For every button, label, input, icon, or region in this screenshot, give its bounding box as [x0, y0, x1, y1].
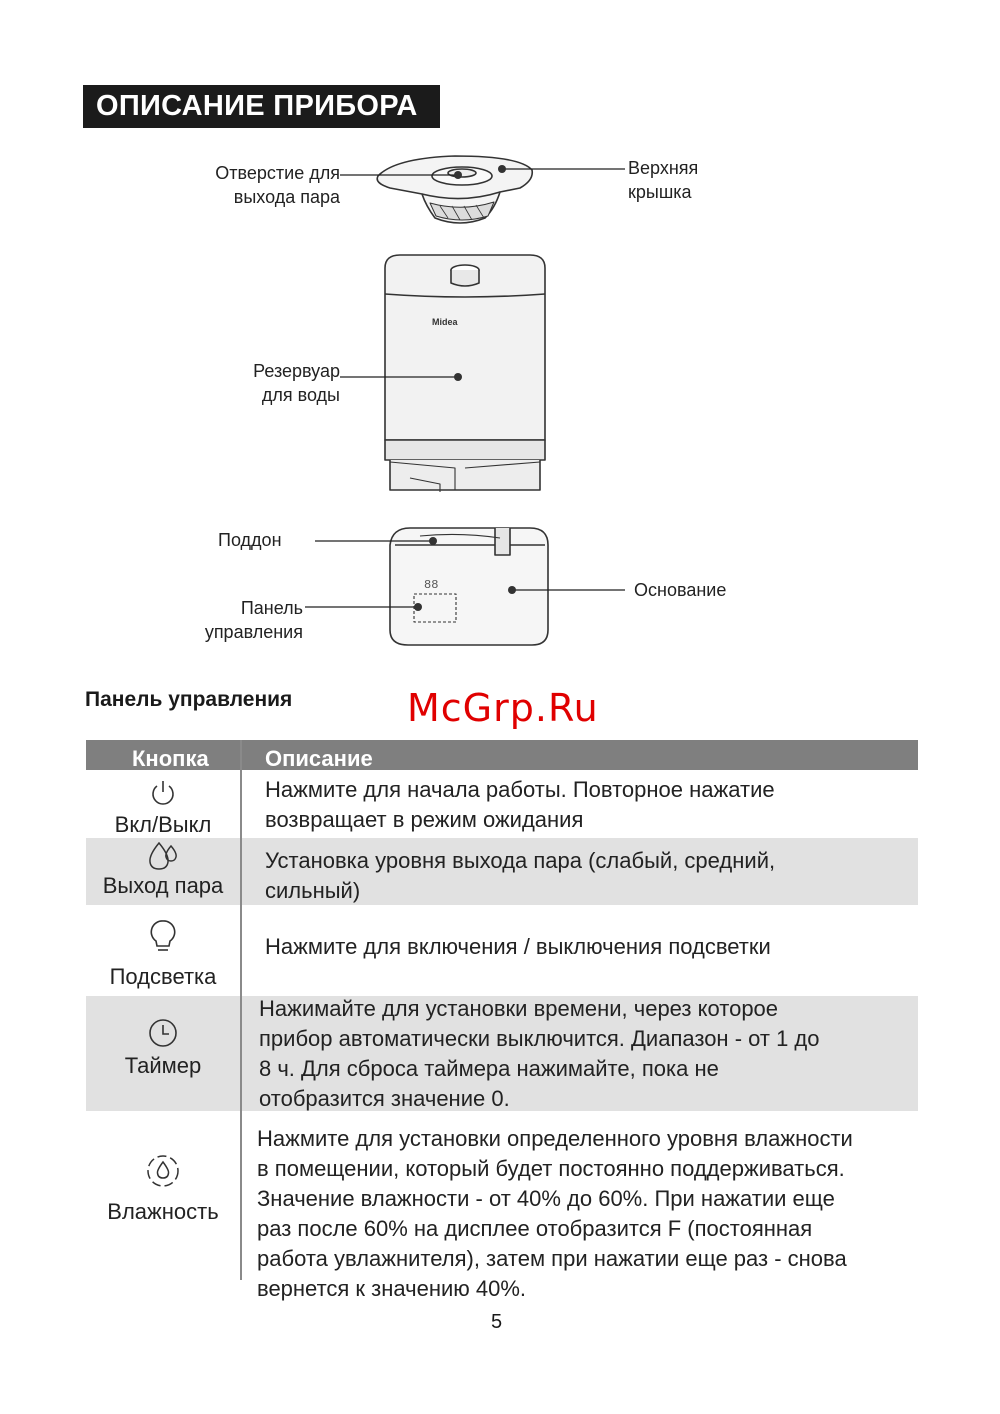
top-cover-illustration: [377, 156, 532, 223]
button-name: Влажность: [107, 1199, 219, 1224]
mist-drops-icon: [145, 840, 181, 872]
table-row-timer: [86, 1017, 240, 1079]
table-row-power: [86, 778, 240, 838]
table-row-mist: [86, 840, 240, 899]
light-bulb-icon: [147, 918, 179, 954]
humidifier-exploded-diagram: [0, 0, 1000, 680]
row-description: Нажмите для включения / выключения подсветки: [265, 934, 771, 959]
row-description: Нажмите для начала работы. Повторное нажатие возвращает в режим ожидания: [265, 777, 775, 832]
humidity-drop-icon: [145, 1153, 181, 1189]
button-name: Вкл/Выкл: [114, 812, 212, 837]
row-description: Нажмите для установки определенного уровня влажности в помещении, который будет постоянно поддерживаться. Значение влажности - от 40% до 60%. При нажатии еще раз после 60% на дисплее отобразится F (постоянная работа увлажнителя), затем при нажатии еще раз - снова вернется к значению 40%.: [257, 1126, 853, 1301]
header-description: Описание: [265, 746, 373, 771]
display-digits: 88: [424, 578, 439, 592]
label-control-panel: Панель управления: [204, 598, 303, 642]
label-steam-outlet: Отверстие для выхода пара: [215, 163, 340, 207]
row-description: Нажимайте для установки времени, через которое прибор автоматически выключится. Диапазон - от 1 до 8 ч. Для сброса таймера нажимайте, пока не отобразится значение 0.: [259, 996, 820, 1111]
table-row-light: [86, 918, 240, 990]
water-tank-illustration: [385, 255, 545, 492]
label-water-tank: Резервуар для воды: [253, 361, 340, 405]
watermark: McGrp.Ru: [407, 686, 599, 730]
page-number: 5: [491, 1311, 503, 1333]
header-button: Кнопка: [132, 746, 209, 771]
row-description: Установка уровня выхода пара (слабый, средний, сильный): [265, 848, 776, 903]
section-title: Панель управления: [85, 688, 293, 711]
label-tray: Поддон: [218, 530, 282, 550]
column-divider: [240, 740, 242, 1280]
button-name: Подсветка: [109, 964, 217, 989]
button-name: Таймер: [124, 1053, 202, 1078]
base-illustration: [390, 528, 548, 645]
clock-icon: [147, 1017, 179, 1049]
power-icon: [148, 778, 178, 808]
button-name: Выход пара: [102, 873, 224, 898]
label-base: Основание: [634, 580, 727, 600]
label-top-cover: Верхняя крышка: [628, 158, 699, 202]
brand-logo: Midea: [432, 317, 458, 327]
table-row-humidity: [86, 1153, 240, 1225]
page-heading: ОПИСАНИЕ ПРИБОРА: [83, 85, 440, 128]
table-header: [86, 740, 918, 770]
